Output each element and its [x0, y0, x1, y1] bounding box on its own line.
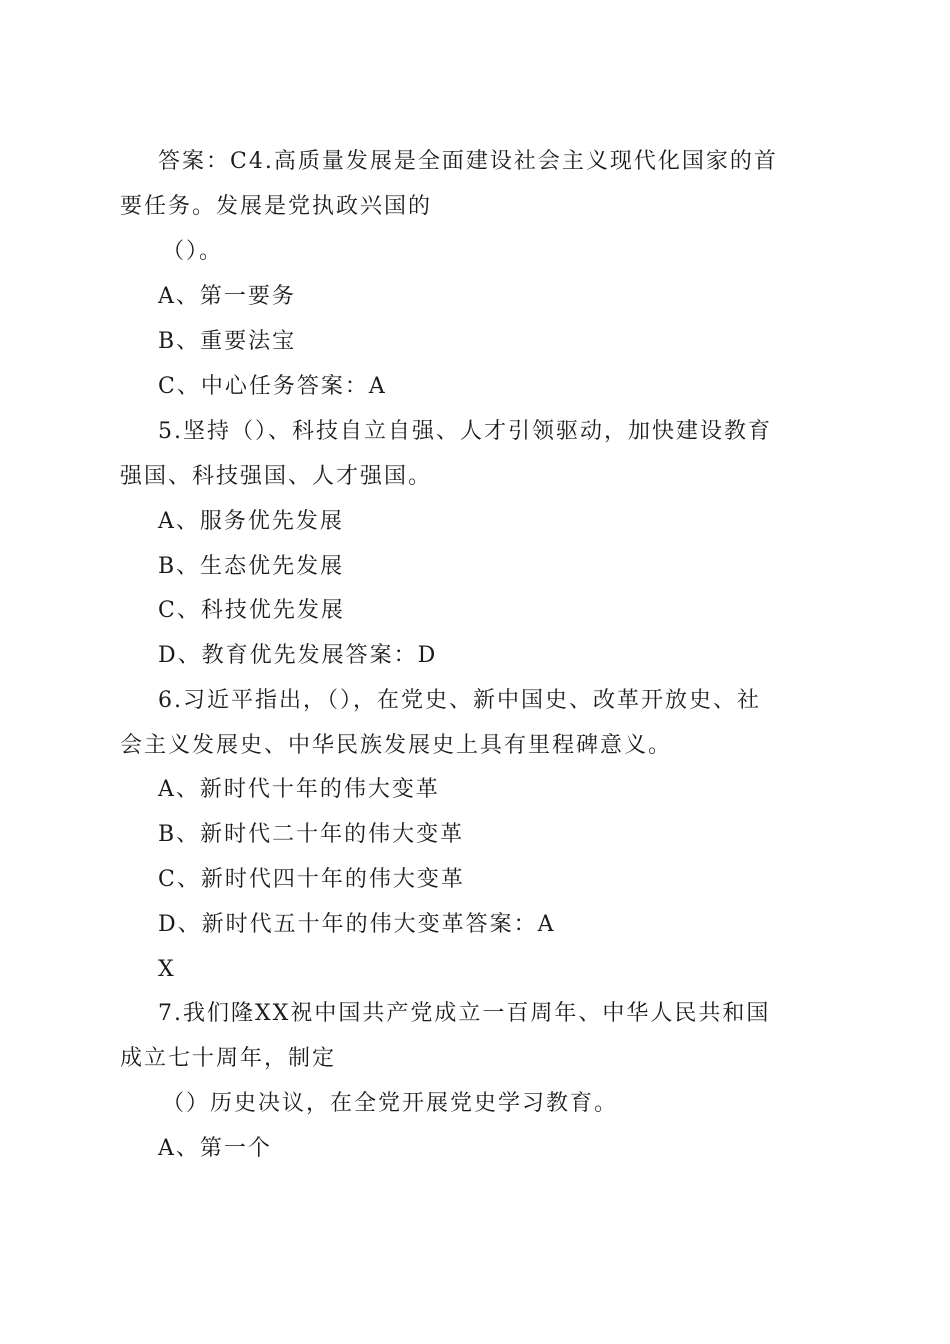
- option-line: A、第一要务: [158, 284, 296, 309]
- option-line: C、科技优先发展: [158, 598, 345, 623]
- text-line: 要任务。发展是党执政兴国的: [120, 194, 433, 219]
- option-line: B、生态优先发展: [158, 554, 345, 579]
- option-line: B、新时代二十年的伟大变革: [158, 822, 465, 847]
- text-line: X: [158, 957, 176, 982]
- question-line: 5.坚持（）、科技自立自强、人才引领驱动，加快建设教育: [158, 419, 772, 444]
- text-line: 成立七十周年，制定: [120, 1046, 337, 1071]
- text-line: 答案：C4.高质量发展是全面建设社会主义现代化国家的首: [158, 149, 778, 174]
- option-line: D、新时代五十年的伟大变革答案：A: [158, 912, 556, 937]
- option-line: B、重要法宝: [158, 329, 297, 354]
- text-line: 强国、科技强国、人才强国。: [120, 464, 433, 489]
- option-line: C、中心任务答案：A: [158, 374, 387, 399]
- option-line: A、新时代十年的伟大变革: [158, 777, 440, 802]
- option-line: A、服务优先发展: [158, 509, 344, 534]
- option-line: A、第一个: [158, 1136, 272, 1161]
- text-line: 会主义发展史、中华民族发展史上具有里程碑意义。: [120, 733, 673, 758]
- question-line: 7.我们隆XX祝中国共产党成立一百周年、中华人民共和国: [158, 1001, 771, 1026]
- text-line: （）。: [162, 239, 224, 264]
- text-line: （）历史决议，在全党开展党史学习教育。: [162, 1091, 619, 1116]
- option-line: C、新时代四十年的伟大变革: [158, 867, 465, 892]
- option-line: D、教育优先发展答案：D: [158, 643, 438, 668]
- question-line: 6.习近平指出，（），在党史、新中国史、改革开放史、社: [158, 688, 761, 713]
